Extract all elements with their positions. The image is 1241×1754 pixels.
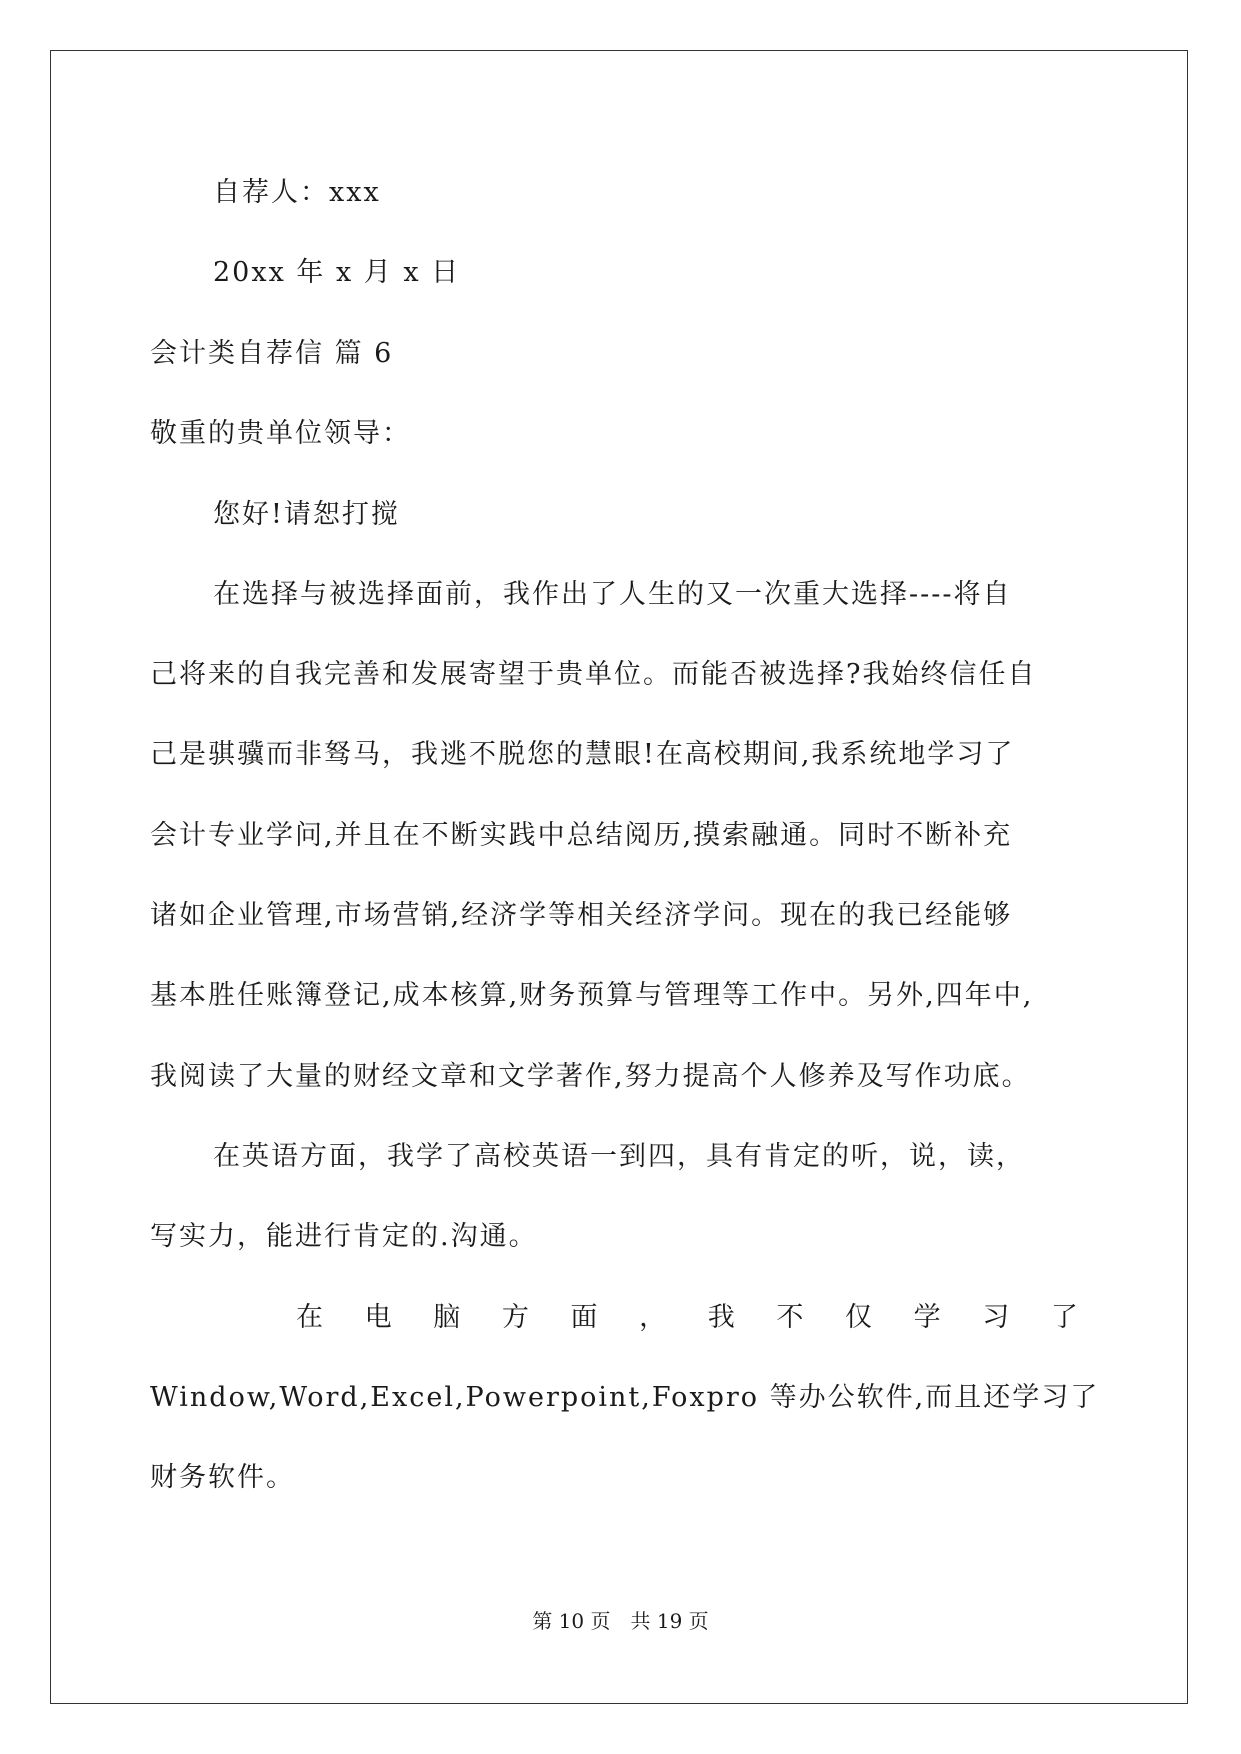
paragraph-line: 在选择与被选择面前，我作出了人生的又一次重大选择----将自 [213,579,1012,610]
word: 我 [707,1302,737,1333]
page-number-footer: 第 10 页 共 19 页 [532,1609,709,1633]
paragraph-line: 诸如企业管理,市场营销,经济学等相关经济学问。现在的我已经能够 [150,900,1013,931]
word: 脑 [433,1302,463,1333]
word: 面 [570,1302,600,1333]
paragraph-line: 我阅读了大量的财经文章和文学著作,努力提高个人修养及写作功底。 [150,1061,1031,1092]
paragraph-line: Window,Word,Excel,Powerpoint,Foxpro 等办公软件,而且还学习了 [150,1382,1100,1413]
word: 习 [982,1302,1012,1333]
word: 电 [364,1302,394,1333]
paragraph-line: 财务软件。 [150,1462,295,1493]
signer-line: 自荐人：xxx [213,177,381,208]
word: 在 [296,1302,325,1333]
word: ， [639,1302,669,1333]
word: 不 [776,1302,806,1333]
paragraph-line: 写实力，能进行肯定的.沟通。 [150,1221,538,1252]
word: 了 [1050,1302,1080,1333]
paragraph-line: 己将来的自我完善和发展寄望于贵单位。而能否被选择?我始终信任自 [150,659,1037,690]
word: 方 [501,1302,531,1333]
paragraph-line: 基本胜任账簿登记,成本核算,财务预算与管理等工作中。另外,四年中, [150,980,1034,1011]
paragraph-line: 己是骐骥而非驽马，我逃不脱您的慧眼!在高校期间,我系统地学习了 [150,739,1015,770]
paragraph-line: 会计专业学问,并且在不断实践中总结阅历,摸索融通。同时不断补充 [150,820,1013,851]
page-border [50,50,1188,1704]
paragraph-line: 在英语方面，我学了高校英语一到四，具有肯定的听，说，读， [213,1141,1025,1172]
date-line: 20xx 年 x 月 x 日 [213,257,461,288]
greeting: 您好!请恕打搅 [213,499,400,530]
salutation: 敬重的贵单位领导： [150,418,411,449]
justified-paragraph-line [150,1300,1080,1336]
section-heading: 会计类自荐信 篇 6 [150,338,394,369]
word: 仅 [845,1302,874,1333]
word: 学 [913,1302,943,1333]
